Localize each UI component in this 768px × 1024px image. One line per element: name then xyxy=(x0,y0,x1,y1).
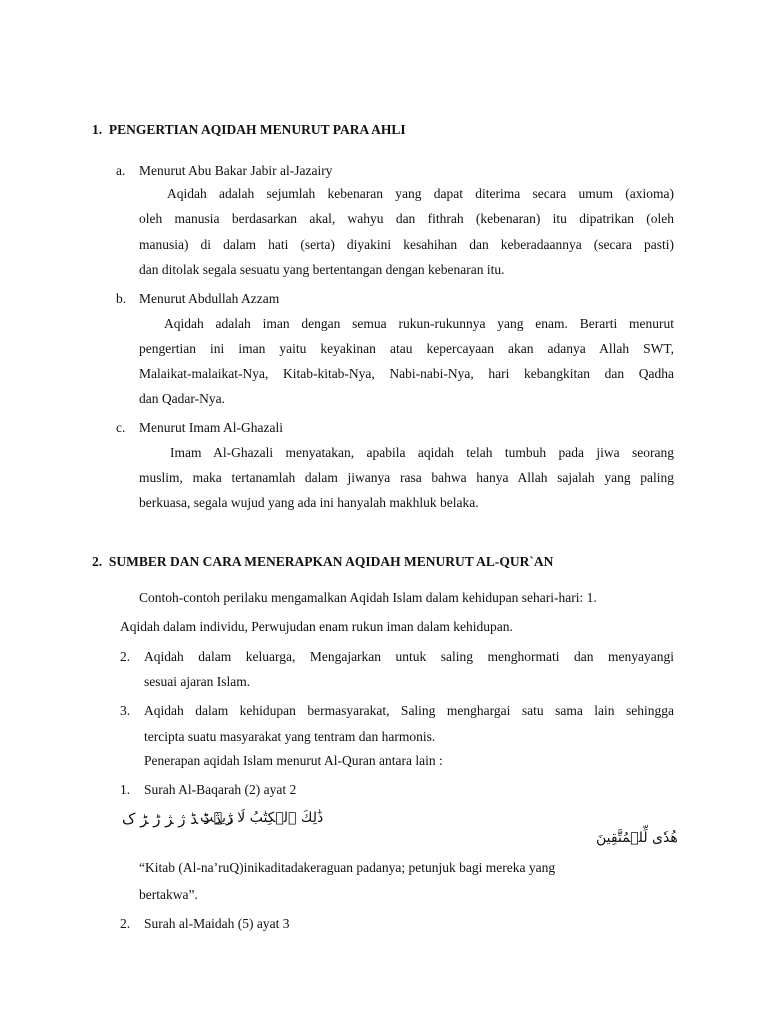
section-2-heading xyxy=(92,554,553,570)
item-a-heading: Menurut Abu Bakar Jabir al-Jazairy xyxy=(139,163,333,178)
verse-1-arabic-line-1: ذَٰلِكَ ٱلۡكِتَٰبُ لَا رَيۡبَ xyxy=(200,810,324,826)
example-3-marker: 3. xyxy=(120,703,131,718)
verse-1-marker: 1. xyxy=(120,782,131,797)
item-b-line-2: pengertian ini iman yaitu keyakinan atau kepercayaan akan adanya Allah SWT, xyxy=(139,341,674,356)
item-a-line-1: Aqidah adalah sejumlah kebenaran yang dapat diterima secara umum (axioma) xyxy=(167,186,674,201)
example-2-line-1: Aqidah dalam keluarga, Mengajarkan untuk saling menghormati dan menyayangi xyxy=(144,649,674,664)
list-marker-c: c. xyxy=(116,420,126,435)
example-3-line-2: tercipta suatu masyarakat yang tentram dan harmonis. xyxy=(144,729,436,744)
section-1-number: 1. xyxy=(92,122,103,137)
section-2-title: SUMBER DAN CARA MENERAPKAN AQIDAH MENURUT AL-QUR`AN xyxy=(108,554,554,569)
list-marker-a: a. xyxy=(116,163,126,178)
section-1-heading xyxy=(92,122,406,138)
verse-2-marker: 2. xyxy=(120,916,131,931)
item-c-line-1: Imam Al-Ghazali menyatakan, apabila aqidah telah tumbuh pada jiwa seorang xyxy=(170,445,674,460)
verse-1-arabic-glyphs: ﮆ ﮇ ﮈ ﮉ ﮊ ﮋ ﮌ ﮍ ﮎ xyxy=(122,810,234,828)
example-2-marker: 2. xyxy=(120,649,131,664)
application-intro: Penerapan aqidah Islam menurut Al-Quran antara lain : xyxy=(144,753,443,768)
example-2-line-2: sesuai ajaran Islam. xyxy=(144,674,251,689)
item-a-line-2: oleh manusia berdasarkan akal, wahyu dan fithrah (kebenaran) itu dipatrikan (oleh xyxy=(139,211,674,226)
list-marker-b: b. xyxy=(116,291,127,306)
verse-1-arabic-line-2: هُدٗى لِّلۡمُتَّقِينَ xyxy=(596,830,678,846)
section-2-number: 2. xyxy=(92,554,103,569)
item-c-heading: Menurut Imam Al-Ghazali xyxy=(139,420,283,435)
item-a-line-4: dan ditolak segala sesuatu yang bertentangan dengan kebenaran itu. xyxy=(139,262,505,277)
item-b-line-1: Aqidah adalah iman dengan semua rukun-rukunnya yang enam. Berarti menurut xyxy=(164,316,674,331)
item-b-heading: Menurut Abdullah Azzam xyxy=(139,291,280,306)
example-3-line-1: Aqidah dalam kehidupan bermasyarakat, Saling menghargai satu sama lain sehingga xyxy=(144,703,674,718)
item-b-line-3: Malaikat-malaikat-Nya, Kitab-kitab-Nya, Nabi-nabi-Nya, hari kebangkitan dan Qadha xyxy=(139,366,674,381)
item-b-line-4: dan Qadar-Nya. xyxy=(139,391,225,406)
item-a-line-3: manusia) di dalam hati (serta) diyakini kesahihan dan keberadaannya (secara pasti) xyxy=(139,237,674,252)
verse-1-translation-line-1: “Kitab (Al-na’ruQ)inikaditadakeraguan padanya; petunjuk bagi mereka yang xyxy=(139,860,556,875)
verse-1-translation-line-2: bertakwa”. xyxy=(139,887,198,902)
item-c-line-3: berkuasa, segala wujud yang ada ini hanyalah makhluk belaka. xyxy=(139,495,479,510)
item-c-line-2: muslim, maka tertanamlah dalam jiwanya rasa bahwa hanya Allah sajalah yang paling xyxy=(139,470,674,485)
section-1-title: PENGERTIAN AQIDAH MENURUT PARA AHLI xyxy=(108,122,406,137)
verse-2-title: Surah al-Maidah (5) ayat 3 xyxy=(144,916,290,931)
intro-line-1: Contoh-contoh perilaku mengamalkan Aqidah Islam dalam kehidupan sehari-hari: 1. xyxy=(139,590,597,605)
intro-line-2: Aqidah dalam individu, Perwujudan enam rukun iman dalam kehidupan. xyxy=(120,619,513,634)
verse-1-title: Surah Al-Baqarah (2) ayat 2 xyxy=(144,782,297,797)
